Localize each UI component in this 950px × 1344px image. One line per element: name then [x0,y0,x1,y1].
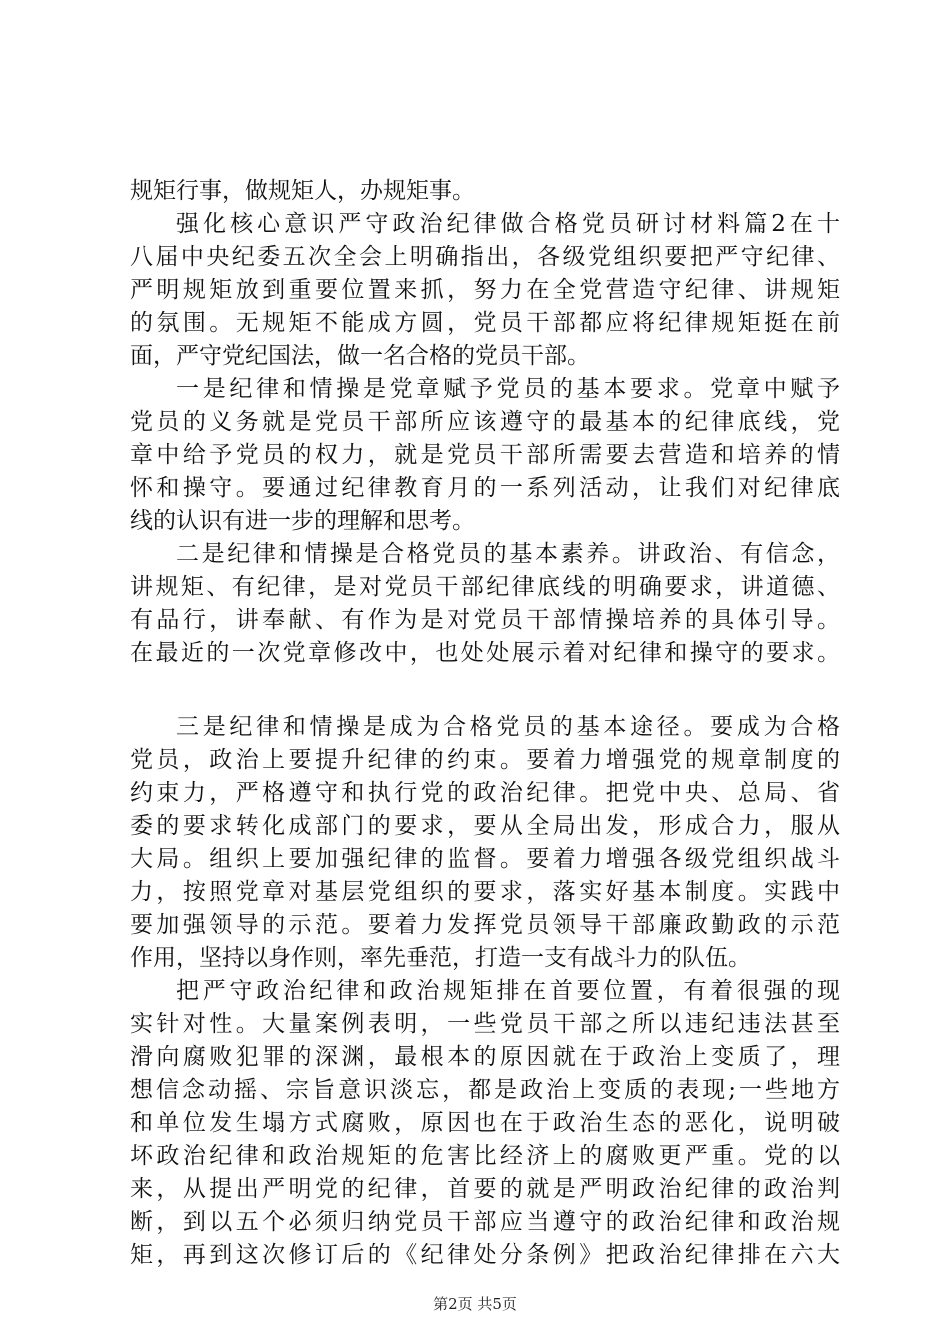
text-line: 约束力，严格遵守和执行党的政治纪律。把党中央、总局、省 [130,780,840,806]
paragraph [130,208,840,373]
text-line: 实针对性。大量案例表明，一些党员干部之所以违纪违法甚至 [130,1011,840,1037]
paragraph-gap [130,670,840,711]
text-line: 讲规矩、有纪律，是对党员干部纪律底线的明确要求，讲道德、 [130,574,840,600]
text-line: 力，按照党章对基层党组织的要求，落实好基本制度。实践中 [130,879,840,905]
text-line: 的氛围。无规矩不能成方圆，党员干部都应将纪律规矩挺在前 [130,310,840,336]
text-line: 委的要求转化成部门的要求，要从全局出发，形成合力，服从 [130,813,840,839]
paragraph [130,711,840,975]
paragraph [130,538,840,670]
paragraph [130,975,840,1272]
text-line: 面，严守党纪国法，做一名合格的党员干部。 [130,343,590,369]
text-line: 强化核心意识严守政治纪律做合格党员研讨材料篇2在十 [176,211,840,237]
text-line: 和单位发生塌方式腐败，原因也在于政治生态的恶化，说明破 [130,1110,840,1136]
text-line: 一是纪律和情操是党章赋予党员的基本要求。党章中赋予 [176,376,840,402]
text-line: 滑向腐败犯罪的深渊，最根本的原因就在于政治上变质了，理 [130,1044,840,1070]
text-line: 想信念动摇、宗旨意识淡忘，都是政治上变质的表现;一些地方 [130,1077,840,1103]
paragraph [130,175,840,208]
text-line: 党员，政治上要提升纪律的约束。要着力增强党的规章制度的 [130,747,840,773]
text-line: 作用，坚持以身作则，率先垂范，打造一支有战斗力的队伍。 [130,945,751,971]
text-line: 要加强领导的示范。要着力发挥党员领导干部廉政勤政的示范 [130,912,840,938]
text-line: 三是纪律和情操是成为合格党员的基本途径。要成为合格 [176,714,840,740]
text-line: 有品行，讲奉献、有作为是对党员干部情操培养的具体引导。 [130,607,840,633]
text-line: 把严守政治纪律和政治规矩排在首要位置，有着很强的现 [176,978,840,1004]
text-line: 规矩行事，做规矩人，办规矩事。 [130,178,475,204]
text-line: 在最近的一次党章修改中，也处处展示着对纪律和操守的要求。 [130,640,840,666]
text-line: 严明规矩放到重要位置来抓，努力在全党营造守纪律、讲规矩 [130,277,840,303]
text-line: 矩，再到这次修订后的《纪律处分条例》把政治纪律排在六大 [130,1242,840,1268]
text-line: 来，从提出严明党的纪律，首要的就是严明政治纪律的政治判 [130,1176,840,1202]
text-line: 断，到以五个必须归纳党员干部应当遵守的政治纪律和政治规 [130,1209,840,1235]
paragraph [130,373,840,538]
text-line: 线的认识有进一步的理解和思考。 [130,508,475,534]
text-line: 八届中央纪委五次全会上明确指出，各级党组织要把严守纪律、 [130,244,840,270]
text-line: 章中给予党员的权力，就是党员干部所需要去营造和培养的情 [130,442,840,468]
page-number-footer: 第2页 共5页 [433,1295,517,1313]
text-line: 怀和操守。要通过纪律教育月的一系列活动，让我们对纪律底 [130,475,840,501]
text-line: 大局。组织上要加强纪律的监督。要着力增强各级党组织战斗 [130,846,840,872]
text-line: 党员的义务就是党员干部所应该遵守的最基本的纪律底线，党 [130,409,840,435]
text-line: 坏政治纪律和政治规矩的危害比经济上的腐败更严重。党的以 [130,1143,840,1169]
document-body [130,175,840,1272]
text-line: 二是纪律和情操是合格党员的基本素养。讲政治、有信念， [176,541,840,567]
